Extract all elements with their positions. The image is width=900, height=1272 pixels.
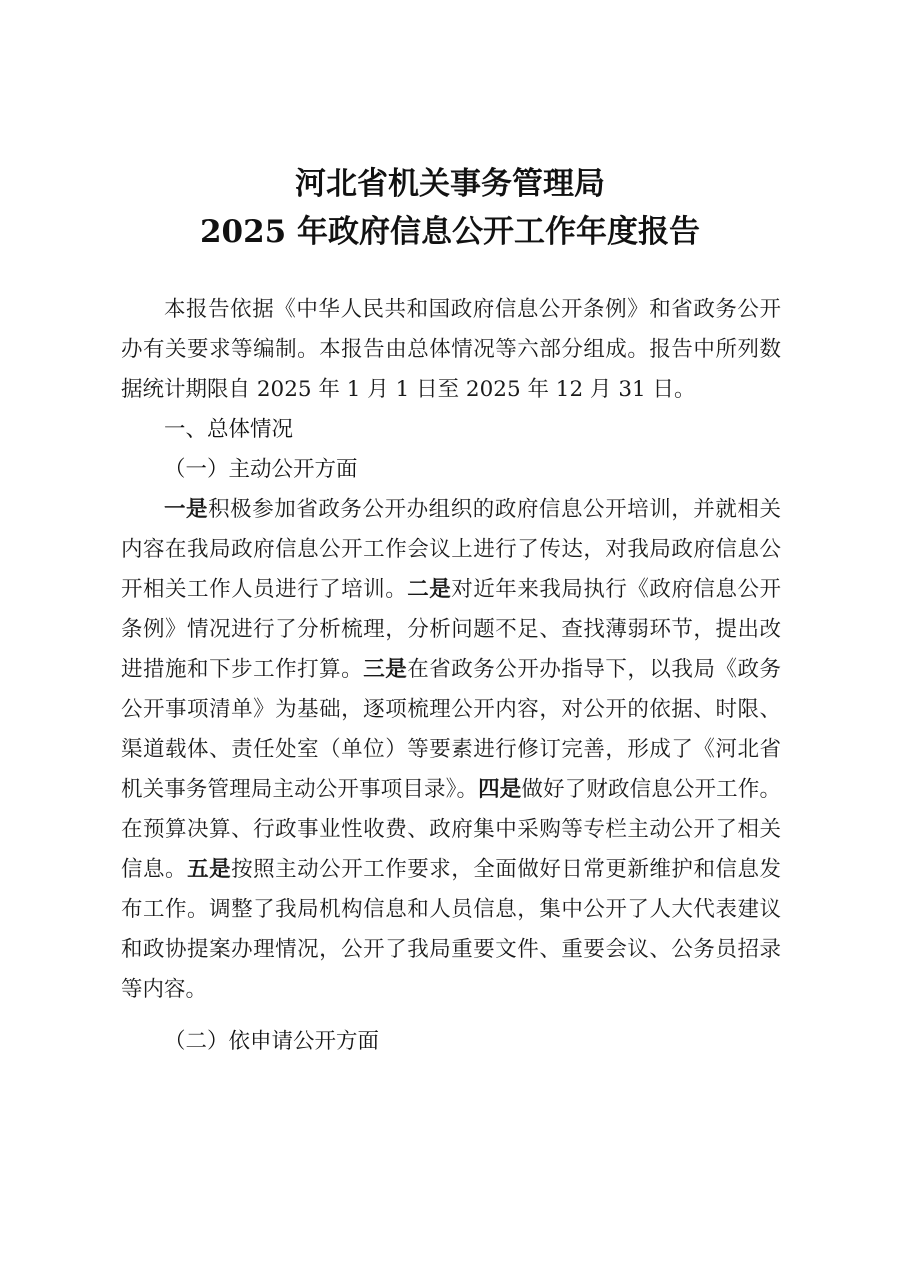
report-body bbox=[121, 290, 781, 1062]
item-lead: 二是 bbox=[407, 577, 452, 602]
item-text: 在省政务公开办指导下，以我局《政务公开事项清单》为基础，逐项梳理公开内容，对公开的依据、时限、渠道载体、责任处室（单位）等要素进行修订完善，形成了《河北省机关事务管理局主动公开事项目录》。 bbox=[121, 657, 781, 802]
item-lead: 一是 bbox=[164, 497, 209, 522]
item-text: 做好了财政信息公开工作。在预算决算、行政事业性收费、政府集中采购等专栏主动公开了相关信息。 bbox=[121, 777, 781, 882]
item-text: 积极参加省政务公开办组织的政府信息公开培训，并就相关内容在我局政府信息公开工作会议上进行了传达，对我局政府信息公开相关工作人员进行了培训。 bbox=[121, 497, 781, 602]
title-line-2: 2025 年政府信息公开工作年度报告 bbox=[199, 214, 701, 250]
intro-paragraph: 本报告依据《中华人民共和国政府信息公开条例》和省政务公开办有关要求等编制。本报告由总体情况等六部分组成。报告中所列数据统计期限自 2025 年 1 月 1 日至 2025 年 12 月 31 日。 bbox=[121, 297, 781, 402]
subsection-heading-proactive: （一）主动公开方面 bbox=[164, 457, 358, 482]
subsection-heading-on-request: （二）依申请公开方面 bbox=[164, 1029, 380, 1054]
item-lead: 五是 bbox=[187, 857, 232, 882]
report-title bbox=[0, 160, 900, 256]
title-line-1: 河北省机关事务管理局 bbox=[295, 166, 605, 202]
item-text: 按照主动公开工作要求，全面做好日常更新维护和信息发布工作。调整了我局机构信息和人员信息，集中公开了人大代表建议和政协提案办理情况，公开了我局重要文件、重要会议、公务员招录等内容。 bbox=[121, 857, 781, 1002]
proactive-disclosure-paragraph bbox=[121, 490, 781, 1010]
item-text: 对近年来我局执行《政府信息公开条例》情况进行了分析梳理，分析问题不足、查找薄弱环节，提出改进措施和下步工作打算。 bbox=[121, 577, 781, 682]
section-heading-overview: 一、总体情况 bbox=[164, 417, 294, 442]
item-lead: 四是 bbox=[478, 777, 522, 802]
item-lead: 三是 bbox=[363, 657, 408, 682]
